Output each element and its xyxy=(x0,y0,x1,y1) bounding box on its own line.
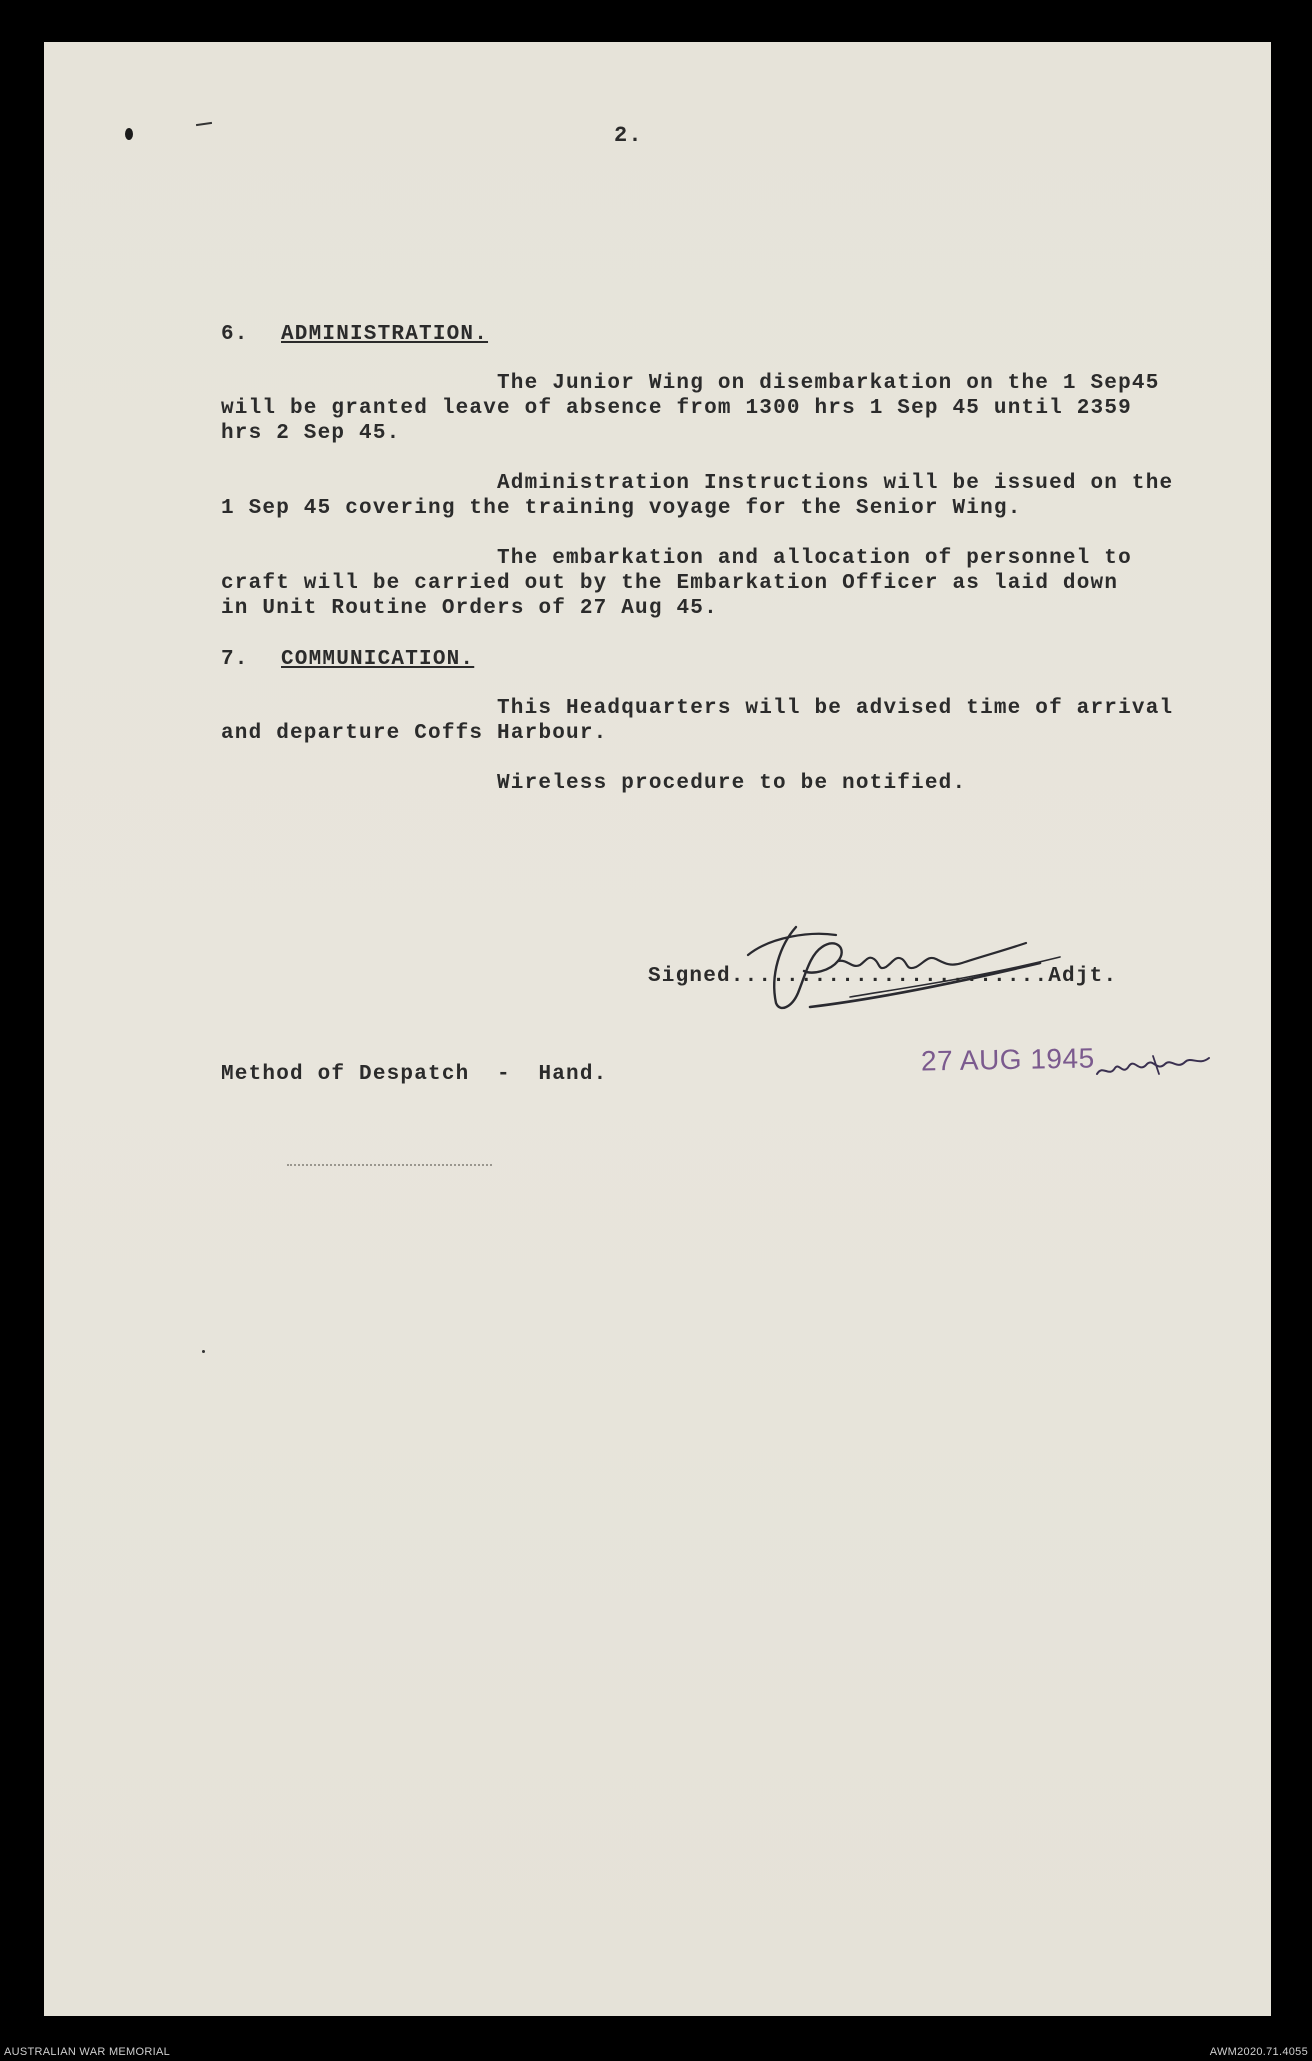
section-6-para-3-line-3: in Unit Routine Orders of 27 Aug 45. xyxy=(221,597,718,620)
footer-institution: AUSTRALIAN WAR MEMORIAL xyxy=(4,2046,171,2058)
section-7-number: 7. xyxy=(221,648,249,671)
faint-dotted-line xyxy=(287,1164,492,1166)
method-of-despatch: Method of Despatch - Hand. xyxy=(221,1063,608,1086)
section-7-para-2-line-1: Wireless procedure to be notified. xyxy=(497,772,967,795)
section-7-para-1-line-2: and departure Coffs Harbour. xyxy=(221,722,608,745)
section-6-para-3-line-1: The embarkation and allocation of personnel to xyxy=(497,547,1132,570)
section-6-para-2-line-1: Administration Instructions will be issued on the xyxy=(497,472,1174,495)
section-6-para-1-line-1: The Junior Wing on disembarkation on the 1 Sep45 xyxy=(497,372,1160,395)
punch-hole xyxy=(125,128,133,140)
section-6-number: 6. xyxy=(221,323,249,346)
small-speck xyxy=(202,1350,205,1353)
section-7-heading: COMMUNICATION. xyxy=(281,648,475,671)
section-6-para-1-line-3: hrs 2 Sep 45. xyxy=(221,422,401,445)
date-stamp: 27 AUG 1945 xyxy=(920,1042,1095,1077)
section-6-heading: ADMINISTRATION. xyxy=(281,323,489,346)
footer-reference: AWM2020.71.4055 xyxy=(1209,2046,1308,2058)
handwritten-initials xyxy=(1093,1048,1223,1088)
signature-line: Signed.......................Adjt. xyxy=(648,965,1118,988)
page-number: 2. xyxy=(614,123,643,148)
section-6-para-2-line-2: 1 Sep 45 covering the training voyage for the Senior Wing. xyxy=(221,497,1022,520)
section-6-para-3-line-2: craft will be carried out by the Embarkation Officer as laid down xyxy=(221,572,1119,595)
section-7-para-1-line-1: This Headquarters will be advised time of arrival xyxy=(497,697,1174,720)
section-6-para-1-line-2: will be granted leave of absence from 1300 hrs 1 Sep 45 until 2359 xyxy=(221,397,1132,420)
